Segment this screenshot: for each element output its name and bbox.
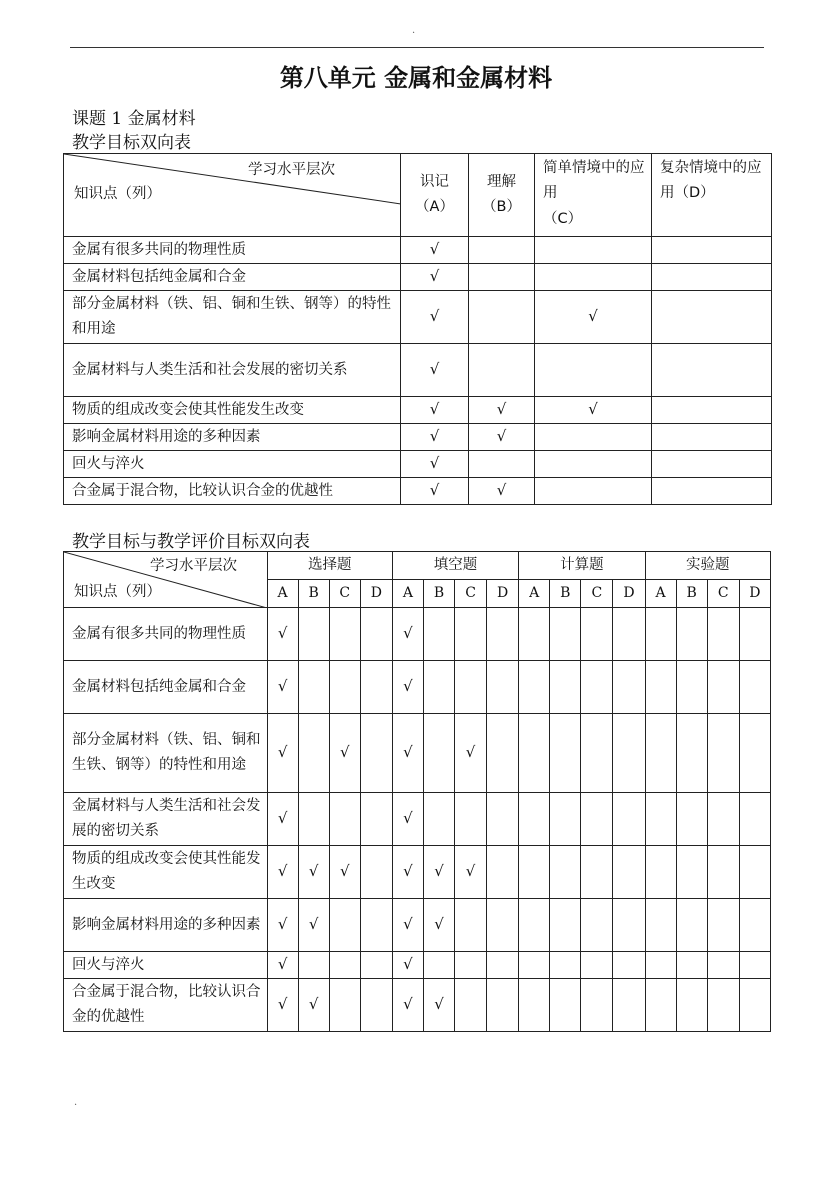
- check-cell: [519, 608, 550, 661]
- check-cell: [550, 899, 581, 952]
- check-cell: √: [423, 979, 454, 1032]
- check-cell: [423, 793, 454, 846]
- letter-header-c: C: [707, 580, 739, 608]
- table-row: [64, 608, 771, 661]
- check-cell: [487, 793, 519, 846]
- check-cell: [329, 899, 360, 952]
- level-b-cell: √: [469, 424, 535, 451]
- check-cell: [613, 714, 645, 793]
- check-cell: [329, 952, 360, 979]
- check-cell: [455, 661, 487, 714]
- letter-header-a: A: [267, 580, 298, 608]
- table-row: [64, 478, 772, 505]
- group-choice-header: 选择题: [267, 552, 392, 580]
- knowledge-point: 物质的组成改变会使其性能发生改变: [64, 397, 401, 424]
- level-d-cell: [652, 397, 772, 424]
- check-cell: [707, 899, 739, 952]
- knowledge-point: 金属有很多共同的物理性质: [64, 237, 401, 264]
- table-row: [64, 264, 772, 291]
- check-cell: [707, 608, 739, 661]
- letter-header-d: D: [613, 580, 645, 608]
- check-cell: [550, 952, 581, 979]
- level-c-cell: √: [535, 291, 652, 344]
- check-cell: [581, 793, 613, 846]
- check-cell: [645, 661, 676, 714]
- check-cell: [739, 952, 770, 979]
- level-d-cell: [652, 291, 772, 344]
- level-d-cell: [652, 344, 772, 397]
- check-cell: √: [298, 846, 329, 899]
- table-row: [64, 899, 771, 952]
- table2-diagonal-header: [64, 552, 268, 608]
- table2-caption: 教学目标与教学评价目标双向表: [72, 532, 310, 552]
- table-row: [64, 424, 772, 451]
- level-c-cell: [535, 478, 652, 505]
- level-b-cell: [469, 264, 535, 291]
- check-cell: √: [423, 899, 454, 952]
- check-cell: [519, 899, 550, 952]
- check-cell: [676, 979, 707, 1032]
- check-cell: [360, 899, 392, 952]
- check-cell: [613, 846, 645, 899]
- check-cell: [423, 714, 454, 793]
- knowledge-point: 回火与淬火: [64, 451, 401, 478]
- check-cell: [645, 793, 676, 846]
- check-cell: [455, 979, 487, 1032]
- letter-header-a: A: [645, 580, 676, 608]
- check-cell: √: [455, 846, 487, 899]
- check-cell: [676, 661, 707, 714]
- table1-caption: 教学目标双向表: [72, 133, 191, 153]
- check-cell: [645, 979, 676, 1032]
- level-a-header: 识记 （A）: [401, 154, 469, 237]
- table-row: [64, 661, 771, 714]
- table-row: [64, 793, 771, 846]
- level-c-header: 简单情境中的应用 （C）: [535, 154, 652, 237]
- check-cell: [613, 979, 645, 1032]
- check-cell: √: [392, 608, 423, 661]
- check-cell: [581, 661, 613, 714]
- letter-header-c: C: [329, 580, 360, 608]
- level-d-header: 复杂情境中的应用（D）: [652, 154, 772, 237]
- level-c-cell: [535, 264, 652, 291]
- group-experiment-header: 实验题: [645, 552, 771, 580]
- check-cell: [581, 714, 613, 793]
- points-label: 知识点（列）: [74, 186, 161, 202]
- levels-label: 学习水平层次: [150, 558, 237, 574]
- check-cell: [487, 979, 519, 1032]
- table-row: [64, 952, 771, 979]
- check-cell: √: [267, 661, 298, 714]
- level-b-cell: [469, 237, 535, 264]
- check-cell: [581, 846, 613, 899]
- check-cell: [298, 952, 329, 979]
- check-cell: [329, 793, 360, 846]
- table-row: [64, 846, 771, 899]
- header-rule: [70, 47, 764, 48]
- knowledge-point: 影响金属材料用途的多种因素: [64, 424, 401, 451]
- table-row: [64, 291, 772, 344]
- check-cell: [519, 846, 550, 899]
- check-cell: [519, 793, 550, 846]
- level-d-cell: [652, 264, 772, 291]
- check-cell: [613, 952, 645, 979]
- check-cell: [360, 846, 392, 899]
- knowledge-point: 金属有很多共同的物理性质: [64, 608, 268, 661]
- level-c-cell: [535, 451, 652, 478]
- check-cell: [581, 952, 613, 979]
- knowledge-point: 物质的组成改变会使其性能发生改变: [64, 846, 268, 899]
- check-cell: [455, 899, 487, 952]
- letter-header-a: A: [392, 580, 423, 608]
- check-cell: [455, 952, 487, 979]
- check-cell: √: [392, 661, 423, 714]
- levels-label: 学习水平层次: [248, 162, 335, 178]
- check-cell: [581, 979, 613, 1032]
- level-b-header: 理解 （B）: [469, 154, 535, 237]
- check-cell: [360, 979, 392, 1032]
- level-a-cell: √: [401, 397, 469, 424]
- footer-mark: ·: [74, 1100, 78, 1111]
- check-cell: [676, 952, 707, 979]
- knowledge-point: 金属材料包括纯金属和合金: [64, 264, 401, 291]
- check-cell: √: [267, 714, 298, 793]
- check-cell: [329, 608, 360, 661]
- check-cell: [298, 661, 329, 714]
- check-cell: [613, 608, 645, 661]
- knowledge-point: 合金属于混合物，比较认识合金的优越性: [64, 478, 401, 505]
- check-cell: [487, 608, 519, 661]
- check-cell: [581, 899, 613, 952]
- check-cell: √: [392, 793, 423, 846]
- level-a-cell: √: [401, 291, 469, 344]
- check-cell: [329, 979, 360, 1032]
- check-cell: √: [267, 979, 298, 1032]
- table-row: [64, 397, 772, 424]
- letter-header-b: B: [550, 580, 581, 608]
- check-cell: [423, 661, 454, 714]
- check-cell: [676, 793, 707, 846]
- check-cell: [487, 846, 519, 899]
- points-label: 知识点（列）: [74, 584, 161, 600]
- check-cell: [360, 608, 392, 661]
- check-cell: [298, 714, 329, 793]
- objectives-table: [63, 153, 772, 505]
- check-cell: [739, 714, 770, 793]
- level-b-cell: √: [469, 478, 535, 505]
- check-cell: [423, 952, 454, 979]
- check-cell: [423, 608, 454, 661]
- group-calc-header: 计算题: [519, 552, 645, 580]
- level-a-cell: √: [401, 424, 469, 451]
- check-cell: [707, 952, 739, 979]
- check-cell: [550, 714, 581, 793]
- level-d-cell: [652, 451, 772, 478]
- knowledge-point: 影响金属材料用途的多种因素: [64, 899, 268, 952]
- check-cell: [455, 608, 487, 661]
- check-cell: [519, 979, 550, 1032]
- check-cell: [645, 899, 676, 952]
- letter-header-d: D: [739, 580, 770, 608]
- knowledge-point: 回火与淬火: [64, 952, 268, 979]
- check-cell: √: [267, 952, 298, 979]
- knowledge-point: 部分金属材料（铁、铝、铜和生铁、钢等）的特性和用途: [64, 291, 401, 344]
- check-cell: √: [298, 899, 329, 952]
- check-cell: [707, 714, 739, 793]
- check-cell: [487, 899, 519, 952]
- check-cell: [739, 899, 770, 952]
- check-cell: √: [267, 793, 298, 846]
- check-cell: √: [267, 846, 298, 899]
- letter-header-c: C: [455, 580, 487, 608]
- lesson-title: 课题 1 金属材料: [72, 109, 196, 129]
- check-cell: [360, 661, 392, 714]
- check-cell: [360, 952, 392, 979]
- knowledge-point: 金属材料包括纯金属和合金: [64, 661, 268, 714]
- check-cell: [707, 661, 739, 714]
- check-cell: √: [329, 714, 360, 793]
- letter-header-b: B: [676, 580, 707, 608]
- check-cell: [519, 661, 550, 714]
- level-c-cell: [535, 344, 652, 397]
- group-fill-header: 填空题: [392, 552, 518, 580]
- knowledge-point: 部分金属材料（铁、铝、铜和生铁、钢等）的特性和用途: [64, 714, 268, 793]
- table-row: [64, 714, 771, 793]
- header-mark: ·: [412, 28, 416, 39]
- table-row: [64, 237, 772, 264]
- level-b-cell: [469, 451, 535, 478]
- level-a-cell: √: [401, 451, 469, 478]
- check-cell: [645, 952, 676, 979]
- level-b-cell: [469, 291, 535, 344]
- table-row: [64, 451, 772, 478]
- check-cell: [739, 608, 770, 661]
- check-cell: √: [455, 714, 487, 793]
- check-cell: [519, 714, 550, 793]
- check-cell: [739, 846, 770, 899]
- knowledge-point: 金属材料与人类生活和社会发展的密切关系: [64, 344, 401, 397]
- check-cell: [613, 793, 645, 846]
- knowledge-point: 合金属于混合物，比较认识合金的优越性: [64, 979, 268, 1032]
- level-d-cell: [652, 478, 772, 505]
- level-a-cell: √: [401, 478, 469, 505]
- letter-header-d: D: [360, 580, 392, 608]
- check-cell: [739, 793, 770, 846]
- check-cell: √: [267, 899, 298, 952]
- level-a-cell: √: [401, 264, 469, 291]
- check-cell: √: [329, 846, 360, 899]
- check-cell: √: [392, 846, 423, 899]
- check-cell: [550, 846, 581, 899]
- level-a-cell: √: [401, 237, 469, 264]
- check-cell: [581, 608, 613, 661]
- assessment-table: [63, 551, 771, 1032]
- check-cell: [739, 979, 770, 1032]
- check-cell: [676, 608, 707, 661]
- check-cell: √: [423, 846, 454, 899]
- check-cell: [645, 608, 676, 661]
- table-row: [64, 979, 771, 1032]
- check-cell: [519, 952, 550, 979]
- check-cell: √: [392, 952, 423, 979]
- level-c-cell: √: [535, 397, 652, 424]
- check-cell: √: [392, 979, 423, 1032]
- check-cell: [707, 793, 739, 846]
- check-cell: [360, 793, 392, 846]
- level-b-cell: √: [469, 397, 535, 424]
- check-cell: [455, 793, 487, 846]
- check-cell: [645, 714, 676, 793]
- check-cell: [298, 793, 329, 846]
- check-cell: [487, 714, 519, 793]
- level-d-cell: [652, 237, 772, 264]
- check-cell: [487, 952, 519, 979]
- table2-group-row: [64, 552, 771, 580]
- letter-header-d: D: [487, 580, 519, 608]
- check-cell: [360, 714, 392, 793]
- letter-header-b: B: [423, 580, 454, 608]
- check-cell: [550, 661, 581, 714]
- check-cell: [676, 899, 707, 952]
- letter-header-a: A: [519, 580, 550, 608]
- page-title: 第八单元 金属和金属材料: [279, 64, 553, 92]
- check-cell: [645, 846, 676, 899]
- check-cell: √: [392, 714, 423, 793]
- check-cell: [613, 661, 645, 714]
- table-row: [64, 344, 772, 397]
- check-cell: [550, 979, 581, 1032]
- check-cell: [550, 793, 581, 846]
- check-cell: [707, 979, 739, 1032]
- check-cell: [739, 661, 770, 714]
- check-cell: √: [392, 899, 423, 952]
- knowledge-point: 金属材料与人类生活和社会发展的密切关系: [64, 793, 268, 846]
- letter-header-c: C: [581, 580, 613, 608]
- check-cell: [707, 846, 739, 899]
- check-cell: [487, 661, 519, 714]
- check-cell: [329, 661, 360, 714]
- table1-header-row: [64, 154, 772, 237]
- level-b-cell: [469, 344, 535, 397]
- level-c-cell: [535, 424, 652, 451]
- check-cell: [550, 608, 581, 661]
- check-cell: [298, 608, 329, 661]
- check-cell: [676, 846, 707, 899]
- check-cell: √: [298, 979, 329, 1032]
- level-a-cell: √: [401, 344, 469, 397]
- level-d-cell: [652, 424, 772, 451]
- level-c-cell: [535, 237, 652, 264]
- check-cell: [613, 899, 645, 952]
- check-cell: [676, 714, 707, 793]
- check-cell: √: [267, 608, 298, 661]
- table1-diagonal-header: [64, 154, 401, 237]
- letter-header-b: B: [298, 580, 329, 608]
